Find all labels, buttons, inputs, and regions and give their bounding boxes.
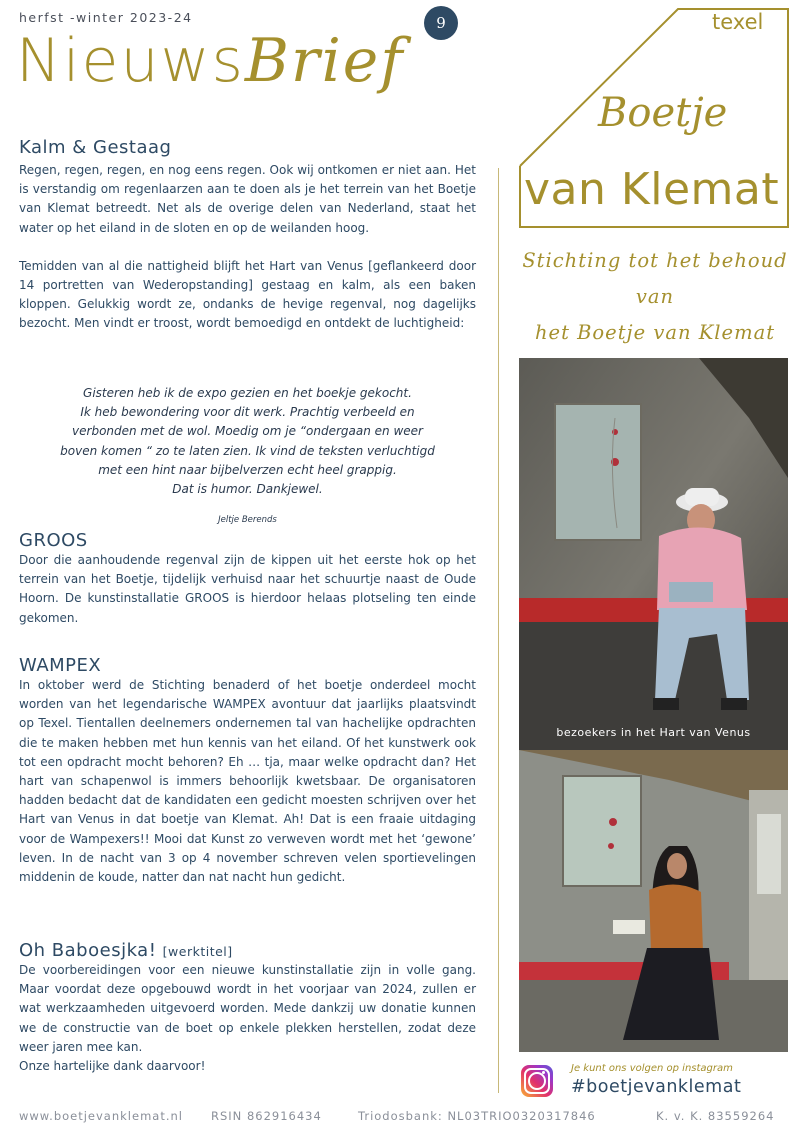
season-label: herfst -winter 2023-24 — [19, 10, 193, 25]
title-nieuws: Nieuws — [16, 26, 245, 96]
footer-kvk: K. v. K. 83559264 — [656, 1109, 775, 1123]
section-title-kalm: Kalm & Gestaag — [19, 137, 172, 158]
quote-line: Gisteren heb ik de expo gezien en het boekje gekocht. — [83, 386, 412, 400]
instagram-follow-text: Je kunt ons volgen op instagram — [571, 1063, 733, 1074]
quote-line: verbonden met de wol. Moedig om je “ondergaan en weer — [72, 424, 423, 439]
section-title-wampex: WAMPEX — [19, 655, 102, 676]
footer-rsin: RSIN 862916434 — [211, 1109, 322, 1123]
groos-paragraph: Door die aanhoudende regenval zijn de kippen uit het eerste hok op het terrein van het Boetje, tijdelijk verhuisd naar het schuurtje naast de Oude Hoorn. De kunstinstallatie GROOS is hierdoor helaas plotseling ten einde gekomen. — [19, 553, 476, 625]
foundation-line-2: het Boetje van Klemat — [534, 321, 776, 344]
section-groos — [19, 530, 476, 628]
kalm-paragraph-1: Regen, regen, regen, en nog eens regen. Ook wij ontkomen er niet aan. Het is verstandig om regenlaarzen aan te doen als je het terrein van het Boetje van Klemat betreedt. Net als de overige delen van Nederland, staat het water op het eiland in de sloten en op de weilanden hoog. — [19, 163, 476, 235]
kalm-paragraph-2: Temidden van al die nattigheid blijft het Hart van Venus [geflankeerd door 14 portretten van Wederopstanding] gestaag en kalm, als een baken kloppen. Gelukkig wordt ze, ondanks de hevige regenval, nog dagelijks bezocht. Men vindt er troost, wordt bemoedigd en ontdekt de luchtigheid: — [19, 258, 476, 331]
column-divider — [498, 168, 499, 1093]
issue-number-badge: 9 — [424, 6, 458, 40]
section-baboesjka — [19, 940, 476, 1076]
section-title-baboesjka — [19, 940, 476, 961]
photo-visitor-woman — [519, 750, 788, 1052]
foundation-line-1: Stichting tot het behoud van — [522, 249, 788, 308]
photo-caption: bezoekers in het Hart van Venus — [556, 726, 751, 739]
section-title-groos: GROOS — [19, 530, 88, 551]
logo-van-klemat: van Klemat — [524, 164, 780, 215]
instagram-icon[interactable] — [521, 1065, 553, 1097]
section-kalm — [19, 137, 476, 334]
baboesjka-tag: [werktitel] — [162, 944, 233, 959]
photo-visitor-man — [519, 358, 788, 750]
wampex-paragraph: In oktober werd de Stichting benaderd of het boetje onderdeel mocht worden van het legendarische WAMPEX avontuur dat jaarlijks plaatsvindt op Texel. Tientallen deelnemers ondernemen tal van hachelijke opdrachten die te maken hebben met hun kennis van het eiland. Of het kunstwerk ook tot een opdracht mocht behoren? Eh … tja, maar welke opdracht dan? Het hart van schapenwol is immers behoorlijk kwetsbaar. De organisatoren hadden bedacht dat de kandidaten een gedicht moesten schrijven over het Hart van Venus in dat boetje van Klemat. Ah! Dat is een fraaie uitdaging voor de Wampexers!! Mooi dat Kunst zo verweven wordt met het ‘gewone’ leven. In de nacht van 3 op 4 november schreven velen sportievelingen middenin de koude, natter dan nat nacht hun gedicht. — [19, 678, 476, 885]
logo-texel: texel — [712, 10, 764, 34]
section-wampex — [19, 655, 476, 887]
footer-website[interactable]: www.boetjevanklemat.nl — [19, 1109, 183, 1123]
baboesjka-paragraph: De voorbereidingen voor een nieuwe kunstinstallatie zijn in volle gang. Maar voordat deze opgebouwd wordt in het voorjaar van 2024, zullen er wat werkzaamheden uitgevoerd worden. Mede dankzij uw donatie kunnen we de constructie van de boet op enkele plekken herstellen, zodat deze weer jaren mee kan. — [19, 963, 476, 1054]
logo-boetje: Boetje — [598, 90, 728, 136]
visitor-quote — [30, 384, 465, 499]
baboesjka-title: Oh Baboesjka! — [19, 940, 157, 961]
newsletter-title — [16, 28, 405, 94]
title-brief: Brief — [244, 26, 405, 96]
instagram-hashtag[interactable]: #boetjevanklemat — [571, 1077, 742, 1097]
quote-line: Ik heb bewondering voor dit werk. Prachtig verbeeld en — [80, 405, 415, 420]
footer-bank: Triodosbank: NL03TRIO0320317846 — [358, 1109, 596, 1123]
quote-line: met een hint naar bijbelverzen echt heel grappig. — [98, 462, 397, 477]
quote-line: boven komen “ zo te laten zien. Ik vind de teksten verluchtigd — [60, 443, 435, 458]
thank-you-line: Onze hartelijke dank daarvoor! — [19, 1059, 206, 1074]
quote-author: Jeltje Berends — [218, 515, 277, 525]
quote-line: Dat is humor. Dankjewel. — [172, 482, 323, 497]
